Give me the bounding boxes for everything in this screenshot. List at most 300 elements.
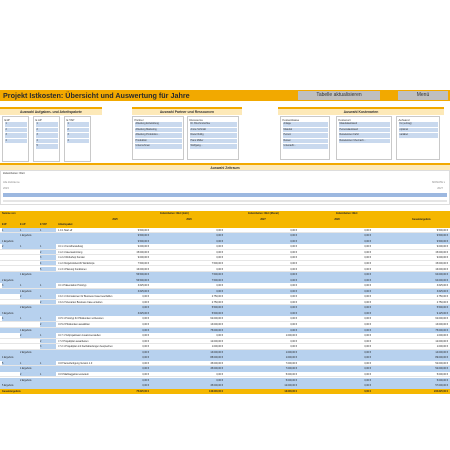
slicer-item[interactable]: 2 (67, 128, 89, 133)
value-cell: 0,00 € (364, 328, 371, 332)
timeline-all-periods: Alle Zeiträume (3, 181, 20, 184)
value-cell: 0,00 € (364, 239, 371, 243)
menu-button[interactable]: Menü (398, 91, 448, 100)
value-cell: 0,00 € (290, 317, 297, 321)
value-cell: 13.000,00 € (435, 323, 448, 326)
slicer-item[interactable]: Reisekosten Fahrt (339, 133, 390, 138)
eap-cell: 1 Ergebnis (20, 328, 32, 332)
value-cell: 0,00 € (216, 284, 223, 288)
e1p-cell: 2 Ergebnis (2, 278, 14, 282)
slicer-eap[interactable] (33, 116, 60, 162)
value-cell: 7.500,00 € (211, 278, 223, 282)
value-cell: 7.500,00 € (211, 261, 223, 265)
eap-cell: 2 (20, 372, 40, 377)
value-cell: 0,00 € (142, 367, 149, 371)
etap-cell: 1 (40, 316, 56, 321)
e1p-cell (2, 333, 22, 338)
value-cell: 0,00 € (364, 350, 371, 354)
section-title: Auswahl Aufgaben- und Arbeitspakete (0, 109, 102, 115)
section-title: Auswahl Zeitraum (0, 165, 450, 171)
value-cell: 9.000,00 € (436, 256, 448, 260)
slicer-item[interactable]: Anlage (283, 122, 328, 127)
slicer-item[interactable]: Personalaufwand (339, 128, 390, 133)
section-title: Auswahl Partner und Ressourcen (132, 109, 242, 115)
e1p-cell (2, 339, 22, 344)
costs-section (278, 107, 444, 115)
value-cell: 0,00 € (364, 273, 371, 277)
eap-cell (20, 267, 40, 272)
value-cell: 0,00 € (364, 361, 371, 365)
eap-cell: 1 (20, 361, 40, 366)
eap-cell (20, 322, 40, 327)
value-cell: 0,00 € (142, 384, 149, 388)
eap-cell: 1 Ergebnis (20, 367, 32, 371)
value-cell: 16.000,00 € (435, 267, 448, 271)
slicer-item[interactable]: Produktion (135, 139, 182, 144)
dimension-label: E TAP (40, 223, 47, 227)
eap-cell: 2 Ergebnis (20, 350, 32, 354)
slicer-item[interactable]: 3 (5, 133, 27, 138)
work-package-cell: I.0.5.1 Prototyp für Pilotkunden vorbereiten (58, 317, 104, 321)
value-cell: 62.000,00 € (210, 317, 223, 321)
e1p-cell (2, 322, 22, 327)
etap-cell: 1 (40, 333, 56, 338)
eap-cell (20, 389, 40, 395)
value-cell: 2.750,00 € (211, 295, 223, 299)
slicer-item[interactable]: optional (399, 128, 438, 133)
value-cell: 0,00 € (364, 284, 371, 288)
slicer-title: E TAP (66, 118, 75, 122)
value-cell: 0,00 € (364, 372, 371, 376)
value-cell: 146.000,00 € (209, 389, 223, 393)
value-cell: 9.000,00 € (436, 245, 448, 249)
value-cell: 9.000,00 € (137, 245, 149, 249)
value-cell: 0,00 € (290, 256, 297, 260)
slicer-etap[interactable] (64, 116, 91, 162)
work-package-cell: I.0.1.1 Kunstfreistellung (58, 245, 83, 249)
eap-cell (20, 300, 40, 305)
value-cell: 0,00 € (364, 311, 371, 315)
value-cell: 0,00 € (216, 245, 223, 249)
value-cell: 56.500,00 € (136, 273, 149, 277)
value-cell: 1.000,00 € (436, 334, 448, 338)
eap-cell: 1 Ergebnis (20, 273, 32, 277)
value-cell: 15.000,00 € (435, 250, 448, 254)
value-cell: 0,00 € (216, 372, 223, 376)
slicer-item[interactable]: 3 (36, 133, 58, 138)
slicer-item[interactable]: 2 (36, 128, 58, 133)
e1p-cell (2, 261, 22, 266)
value-cell: 0,00 € (216, 256, 223, 260)
value-cell: 64.000,00 € (435, 273, 448, 277)
slicer-item[interactable]: Dr. Bruchmöschke (190, 122, 237, 127)
eap-cell: 2 Ergebnis (20, 378, 32, 382)
value-cell: 7.000,00 € (285, 361, 297, 365)
value-cell: 5.500,00 € (211, 311, 223, 315)
eap-cell: 1 (20, 283, 40, 288)
value-cell: 3.625,00 € (436, 284, 448, 288)
value-cell: 5.000,00 € (436, 372, 448, 376)
value-cell: 0,00 € (142, 334, 149, 338)
value-cell: 7.000,00 € (285, 367, 297, 371)
slicer-title: Kostenklasse (282, 118, 300, 122)
value-cell: 1.000,00 € (211, 345, 223, 349)
value-cell: 5.500,00 € (211, 306, 223, 310)
slicer-item[interactable]: Dieter Rollig (190, 133, 237, 138)
value-cell: 0,00 € (216, 250, 223, 254)
value-cell: 75.000,00 € (210, 328, 223, 332)
slicer-item[interactable]: Reisekosten Übernach... (339, 139, 390, 144)
value-cell: 14.000,00 € (435, 350, 448, 354)
grand-total-row (0, 389, 450, 395)
value-cell: 0,00 € (364, 378, 371, 382)
eap-cell (20, 255, 40, 260)
value-cell: 12.000,00 € (435, 339, 448, 343)
value-cell: 0,00 € (216, 234, 223, 238)
slicer-item[interactable]: fix (vertrag) (399, 122, 438, 127)
slicer-e1p[interactable] (2, 116, 29, 162)
slicer-title: Partner (134, 118, 144, 122)
grand-total-header: Gesamtergebnis (412, 217, 431, 221)
work-package-cell: I.0.1 Präsentation Prototyp (58, 284, 87, 288)
value-cell: 0,00 € (290, 261, 297, 265)
value-cell: 3.625,00 € (137, 284, 149, 288)
value-cell: 45.000,00 € (210, 361, 223, 365)
value-cell: 0,00 € (364, 267, 371, 271)
value-cell: 9.500,00 € (436, 234, 448, 238)
work-package-cell: I.7.2.1 Projektplan mit Fachabteilungen besprechen (58, 345, 113, 349)
slicer-resource[interactable] (187, 116, 239, 160)
refresh-table-button[interactable]: Tabelle aktualisieren (298, 91, 380, 100)
work-package-cell: I.1.3.1 Planung Funktionen (58, 267, 87, 271)
value-cell: 0,00 € (364, 389, 371, 393)
value-cell: 89.000,00 € (435, 356, 448, 360)
slicer-item[interactable]: Abteilung Entwicklung (135, 122, 182, 127)
etap-cell: 2 (40, 250, 56, 255)
value-cell: 12.000,00 € (284, 384, 297, 388)
value-cell: 0,00 € (142, 345, 149, 349)
value-cell: 0,00 € (364, 367, 371, 371)
eap-cell: 1 (20, 316, 40, 321)
value-cell: 5.000,00 € (436, 378, 448, 382)
value-cell: 5.000,00 € (285, 372, 297, 376)
slicer-title: E AP (35, 118, 42, 122)
value-cell: 0,00 € (290, 239, 297, 243)
value-cell: 0,00 € (364, 356, 371, 360)
value-cell: 52.000,00 € (435, 361, 448, 365)
value-cell: 0,00 € (290, 300, 297, 304)
value-cell: 88.000,00 € (210, 356, 223, 360)
value-cell: 0,00 € (364, 228, 371, 232)
section-title: Auswahl Kostenarten (278, 109, 444, 115)
e1p-cell: 5 Ergebnis (2, 384, 14, 388)
slicer-cost-class[interactable] (280, 116, 330, 160)
value-cell: 0,00 € (290, 289, 297, 293)
slicer-cost-type[interactable] (336, 116, 392, 160)
eap-cell: 2 Ergebnis (20, 306, 32, 310)
value-cell: 1.000,00 € (285, 350, 297, 354)
etap-cell: 3 (40, 344, 56, 349)
e1p-cell (2, 300, 22, 305)
slicer-item[interactable]: 4 (67, 139, 89, 144)
value-cell: 1.000,00 € (285, 334, 297, 338)
work-package-cell: I.0.8 Serienfertigung Version 1.0 (58, 361, 93, 365)
value-cell: 0,00 € (142, 361, 149, 365)
value-cell: 13.000,00 € (210, 350, 223, 354)
value-cell: 0,00 € (364, 345, 371, 349)
work-package-cell: I.7.2 Projektplan ausarbeiten (58, 339, 89, 343)
eap-cell (20, 250, 40, 255)
value-cell: 75.000,00 € (435, 328, 448, 332)
e1p-cell: 3 (2, 283, 22, 288)
slicer-item[interactable]: 2 (5, 128, 27, 133)
timeline-field-label: Zeiteinheiten: Wert (3, 172, 25, 175)
value-cell: 0,00 € (142, 339, 149, 343)
slicer-effort[interactable] (396, 116, 440, 160)
etap-cell: 4 (40, 261, 56, 266)
value-cell: 0,00 € (364, 339, 371, 343)
etap-cell: 1 (40, 228, 56, 233)
value-cell: 2.750,00 € (436, 300, 448, 304)
value-cell: 9.500,00 € (436, 228, 448, 232)
value-cell: 0,00 € (142, 300, 149, 304)
e1p-cell (2, 250, 22, 255)
eap-cell: 1 (20, 228, 40, 233)
e1p-cell: 1 (2, 228, 22, 233)
slicer-item[interactable]: 1 (36, 122, 58, 127)
value-cell: 0,00 € (290, 345, 297, 349)
slicer-item[interactable]: Unterauftr... (283, 144, 328, 149)
value-cell: 12.000,00 € (210, 339, 223, 343)
value-cell: 0,00 € (364, 245, 371, 249)
slicer-item[interactable]: Person (283, 133, 328, 138)
value-cell: 0,00 € (142, 356, 149, 360)
value-cell: 7.500,00 € (211, 273, 223, 277)
work-package-cell: 1.0.1 Start elf (58, 228, 73, 232)
eap-cell (20, 261, 40, 266)
value-cell: 9.500,00 € (137, 239, 149, 243)
timeline-selection[interactable] (3, 193, 447, 197)
value-cell: 0,00 € (364, 334, 371, 338)
value-cell: 0,00 € (290, 234, 297, 238)
e1p-cell (2, 372, 22, 377)
timeline-scrollbar[interactable] (3, 200, 447, 202)
column-group-label: Zeiteinheiten: Wert (336, 212, 358, 215)
slicer-item[interactable]: Unternehmen (135, 144, 182, 149)
slicer-item[interactable]: Annie Schmidt (190, 128, 237, 133)
eap-cell: 1 Ergebnis (20, 234, 32, 238)
value-cell: 7.500,00 € (137, 261, 149, 265)
etap-cell: 2 (40, 300, 56, 305)
e1p-cell: 4 (2, 316, 22, 321)
value-cell: 2.750,00 € (211, 300, 223, 304)
value-cell: 0,00 € (290, 267, 297, 271)
slicer-item[interactable]: 3 (67, 133, 89, 138)
slicer-item[interactable]: Material (283, 128, 328, 133)
value-cell: 0,00 € (216, 378, 223, 382)
slicer-title: E1P (4, 118, 10, 122)
slicer-partner[interactable] (132, 116, 184, 160)
eap-cell (20, 344, 40, 349)
slicer-title: Kostenart (338, 118, 351, 122)
value-cell: 0,00 € (364, 261, 371, 265)
slicer-title: Aufwand (398, 118, 410, 122)
slicer-item[interactable]: Reisen (283, 139, 328, 144)
value-cell: 0,00 € (216, 267, 223, 271)
e1p-cell (2, 344, 22, 349)
etap-cell: 2 (40, 339, 56, 344)
value-cell: 0,00 € (142, 306, 149, 310)
pivot-summe-label: Summe von (2, 212, 16, 215)
slicer-item[interactable]: Wolfgang... (190, 144, 237, 149)
value-cell: 3.625,00 € (436, 289, 448, 293)
value-cell: 0,00 € (364, 278, 371, 282)
value-cell: 9.500,00 € (436, 239, 448, 243)
value-cell: 0,00 € (216, 228, 223, 232)
value-cell: 0,00 € (142, 328, 149, 332)
column-group-label: Zeiteinheiten: Wert (Monat) (248, 212, 279, 215)
slicer-item[interactable]: 4 (36, 139, 58, 144)
slicer-item[interactable]: Abteilung Produktion... (135, 133, 182, 138)
value-cell: 0,00 € (364, 323, 371, 326)
value-cell: 0,00 € (364, 306, 371, 310)
e1p-cell: 2 (2, 244, 22, 249)
value-cell: 0,00 € (290, 323, 297, 326)
year-header: 2026 (186, 217, 192, 221)
etap-cell: 1 (40, 244, 56, 249)
value-cell: 234.625,00 € (434, 389, 448, 393)
etap-cell: 1 (40, 294, 56, 299)
e1p-cell: 1 Ergebnis (2, 239, 14, 243)
e1p-cell: 5 (2, 361, 22, 366)
value-cell: 1.000,00 € (436, 345, 448, 349)
year-header: 2028 (334, 217, 340, 221)
value-cell: 15.000,00 € (136, 250, 149, 254)
work-package-cell: I.1.2.3 Ergebnisbericht Workshops (58, 261, 95, 265)
value-cell: 0,00 € (290, 339, 297, 343)
timeline-year-start: 2023 (3, 187, 9, 190)
value-cell: 0,00 € (290, 284, 297, 288)
etap-cell: 1 (40, 283, 56, 288)
value-cell: 0,00 € (142, 350, 149, 354)
value-cell: 0,00 € (290, 311, 297, 315)
eap-cell (20, 339, 40, 344)
value-cell: 0,00 € (290, 250, 297, 254)
page-title: Projekt Istkosten: Übersicht und Auswertung für Jahre (3, 91, 190, 100)
column-group-label: Zeiteinheiten: Wert (Jahr) (160, 212, 189, 215)
value-cell: 9.000,00 € (137, 256, 149, 260)
eap-cell: 2 (20, 294, 40, 299)
dimension-label: E1P (2, 223, 7, 227)
slicer-item[interactable]: Materialaufwand (339, 122, 390, 127)
work-package-cell: I.1.2.1 Ideensammlung (58, 250, 83, 254)
work-package-cell: I.0.5.2 Pilotkunden auswählen (58, 323, 90, 326)
etap-cell: 1 (40, 372, 56, 377)
work-package-cell: I.0.7.1 Teilprojektteam zusammenstellen (58, 334, 101, 338)
dimension-label: E AP (20, 223, 26, 227)
timeline-unit-dropdown[interactable]: MONATE ▾ (432, 181, 445, 184)
tasks-section (0, 107, 102, 115)
value-cell: 0,00 € (142, 323, 149, 326)
slicer-item[interactable]: 5 (36, 144, 58, 149)
work-package-cell: I.3.2.2 Szenarien Business Case erstellen (58, 300, 103, 304)
etap-cell: 3 (40, 255, 56, 260)
value-cell: 0,00 € (290, 228, 297, 232)
value-cell: 1.000,00 € (285, 356, 297, 360)
value-cell: 0,00 € (216, 239, 223, 243)
value-cell: 64.000,00 € (435, 278, 448, 282)
value-cell: 9.125,00 € (436, 311, 448, 315)
timeline-year-end: 2027 (437, 187, 443, 190)
eap-cell: 1 Ergebnis (20, 289, 32, 293)
slicer-item[interactable]: 1 (5, 122, 27, 127)
value-cell: 56.500,00 € (136, 278, 149, 282)
slicer-item[interactable]: variabel (399, 133, 438, 138)
value-cell: 3.625,00 € (137, 311, 149, 315)
value-cell: 0,00 € (216, 334, 223, 338)
partners-section (132, 107, 242, 115)
value-cell: 0,00 € (142, 317, 149, 321)
value-cell: 0,00 € (364, 300, 371, 304)
e1p-cell (2, 294, 22, 299)
value-cell: 16.000,00 € (136, 267, 149, 271)
value-cell: 0,00 € (364, 256, 371, 260)
value-cell: 13.000,00 € (210, 323, 223, 326)
e1p-cell: Gesamtergebnis (2, 389, 21, 393)
year-header: 2027 (260, 217, 266, 221)
value-cell: 9.500,00 € (137, 228, 149, 232)
value-cell: 0,00 € (290, 245, 297, 249)
value-cell: 0,00 € (364, 317, 371, 321)
value-cell: 0,00 € (216, 289, 223, 293)
etap-cell: 1 (40, 361, 56, 366)
value-cell: 15.000,00 € (435, 261, 448, 265)
value-cell: 0,00 € (142, 378, 149, 382)
etap-cell: 5 (40, 267, 56, 272)
eap-cell: 1 (20, 244, 40, 249)
e1p-cell (2, 267, 22, 272)
value-cell: 5.500,00 € (436, 306, 448, 310)
value-cell: 3.625,00 € (137, 289, 149, 293)
value-cell: 45.000,00 € (210, 367, 223, 371)
dimension-label: Arbeitspaket (58, 223, 73, 227)
slicer-item[interactable]: 4 (5, 139, 27, 144)
work-package-cell: I.0.9 Marktaggebiet erweitern (58, 372, 89, 376)
slicer-item[interactable]: Hans Müller (190, 139, 237, 144)
value-cell: 0,00 € (364, 234, 371, 238)
work-package-cell: I.1.2.2 Workshop Kunden (58, 256, 85, 260)
value-cell: 0,00 € (290, 278, 297, 282)
value-cell: 62.000,00 € (435, 317, 448, 321)
value-cell: 57.000,00 € (435, 384, 448, 388)
value-cell: 0,00 € (142, 295, 149, 299)
e1p-cell: 4 Ergebnis (2, 356, 14, 360)
value-cell: 0,00 € (290, 306, 297, 310)
value-cell: 0,00 € (364, 250, 371, 254)
slicer-item[interactable]: Abteilung Marketing (135, 128, 182, 133)
value-cell: 0,00 € (290, 328, 297, 332)
timeline-slicer[interactable] (0, 170, 450, 205)
eap-cell: 2 (20, 333, 40, 338)
value-cell: 0,00 € (142, 372, 149, 376)
slicer-item[interactable]: 1 (67, 122, 89, 127)
value-cell: 0,00 € (364, 384, 371, 388)
e1p-cell (2, 255, 22, 260)
year-header: 2025 (112, 217, 118, 221)
value-cell: 0,00 € (364, 295, 371, 299)
work-package-cell: I.3.2.1 Informationen für Business Case beschaffen (58, 295, 113, 299)
value-cell: 5.000,00 € (285, 378, 297, 382)
